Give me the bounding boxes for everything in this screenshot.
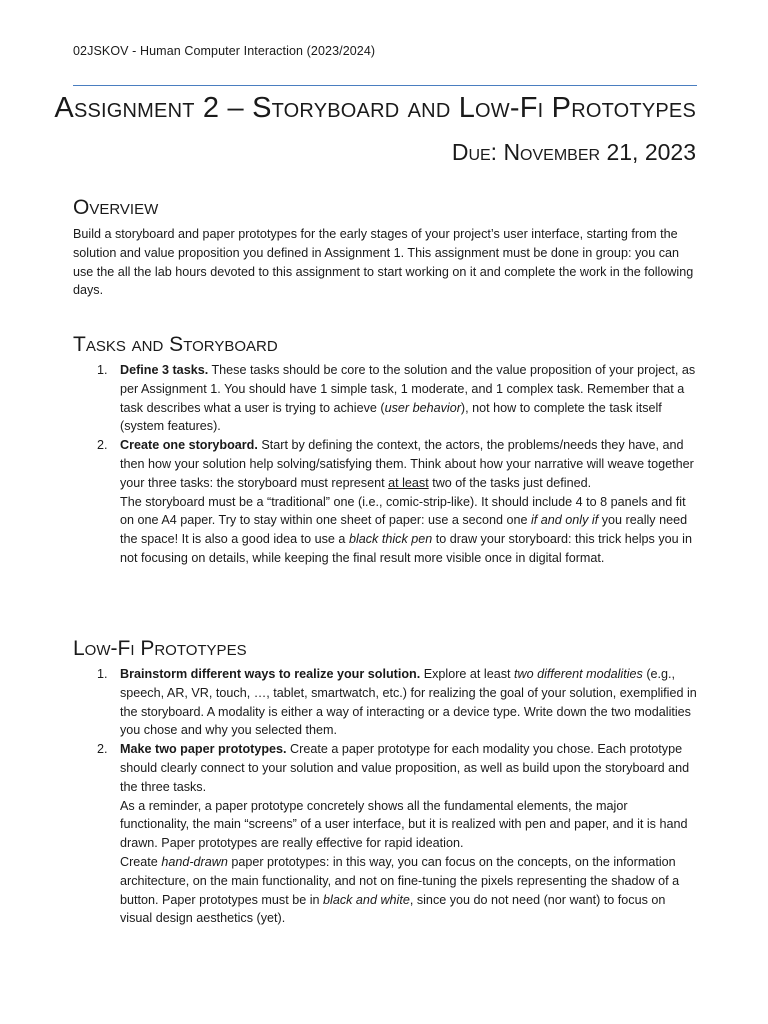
item-emphasis: black thick pen xyxy=(348,532,433,547)
list-item xyxy=(73,436,698,568)
item-underline: at least xyxy=(388,475,429,490)
item-text: paper prototypes: in this way, you can focus on the concepts, on the information architecture, on the main functionality, and not on fine-tuning the pixels representing the shadow of a button. Paper prototypes must be in xyxy=(120,854,680,907)
page-title: Assignment 2 – Storyboard and Low-Fi Prototypes xyxy=(54,92,696,124)
item-text: you really need the space! It is also a good idea to use a xyxy=(120,513,688,547)
item-text: Create a paper prototype for each modality you chose. Each prototype should clearly connect to your solution and value proposition, as well as build upon the storyboard and the three tasks. xyxy=(120,742,690,794)
lowfi-heading: Low-Fi Prototypes xyxy=(73,637,247,660)
lowfi-list xyxy=(73,665,698,928)
tasks-list xyxy=(73,361,698,568)
list-number: 1. xyxy=(97,667,108,681)
item-text: ), not how to complete the task itself (system features). xyxy=(120,400,662,434)
list-item xyxy=(73,665,698,740)
due-date: Due: November 21, 2023 xyxy=(451,139,696,165)
tasks-heading: Tasks and Storyboard xyxy=(73,333,278,356)
item-text: to draw your storyboard: this trick helps you in not focusing on details, while keeping the final result more visible once in digital format. xyxy=(120,532,692,565)
item-emphasis: hand-drawn xyxy=(161,854,228,869)
course-header: 02JSKOV - Human Computer Interaction (2023/2024) xyxy=(73,44,376,58)
item-text: (e.g., speech, AR, VR, touch, …, tablet, smartwatch, etc.) for realizing the goal of your solution, exemplified in the storyboard. A modality is either a way of interacting or a device type. Write down the two modalities you chose and why you selected them. xyxy=(120,667,697,738)
list-item xyxy=(73,740,698,928)
list-item xyxy=(73,361,698,436)
item-emphasis: black and white xyxy=(323,892,410,907)
item-text: two of the tasks just defined. xyxy=(428,475,592,490)
item-lead: Make two paper prototypes. xyxy=(120,742,287,757)
overview-heading: Overview xyxy=(73,196,159,219)
item-emphasis: user behavior xyxy=(384,400,461,415)
item-text: Create xyxy=(120,854,162,869)
list-number: 1. xyxy=(97,363,108,377)
overview-paragraph: Build a storyboard and paper prototypes for the early stages of your project’s user interface, starting from the solution and value proposition you defined in Assignment 1. This assignment must be done in group: you can use the all the lab hours devoted to this assignment to start working on it and complete the work in the following days. xyxy=(73,227,694,298)
item-text: Start by defining the context, the actors, the problems/needs they have, and then how your solution help solving/satisfying them. Think about how your narrative will weave together your three tasks: the storyboard must represent xyxy=(120,438,694,490)
list-number: 2. xyxy=(97,742,108,757)
item-text: Explore at least xyxy=(420,667,515,681)
item-text: These tasks should be core to the solution and the value proposition of your project, as per Assignment 1. You should have 1 simple task, 1 moderate, and 1 complex task. Remember that a task describes what a user is trying to achieve ( xyxy=(120,363,696,415)
item-text: The storyboard must be a “traditional” one (i.e., comic-strip-like). It should include 4 to 8 panels and fit on one A4 paper. Try to stay within one sheet of paper: use a second one xyxy=(120,494,686,528)
item-lead: Brainstorm different ways to realize your solution. xyxy=(120,667,421,681)
item-text: As a reminder, a paper prototype concretely shows all the fundamental elements, the major functionality, the main “screens” of a user interface, but it is realized with pen and paper, and it is hand drawn. Paper prototypes are really effective for rapid ideation. xyxy=(120,798,688,851)
item-emphasis: two different modalities xyxy=(514,667,643,681)
item-lead: Create one storyboard. xyxy=(120,438,258,453)
list-number: 2. xyxy=(97,438,108,453)
item-text: , since you do not need (nor want) to focus on visual design aesthetics (yet). xyxy=(120,892,666,926)
header-divider xyxy=(73,85,697,86)
item-emphasis: if and only if xyxy=(530,513,599,528)
item-lead: Define 3 tasks. xyxy=(120,363,209,377)
